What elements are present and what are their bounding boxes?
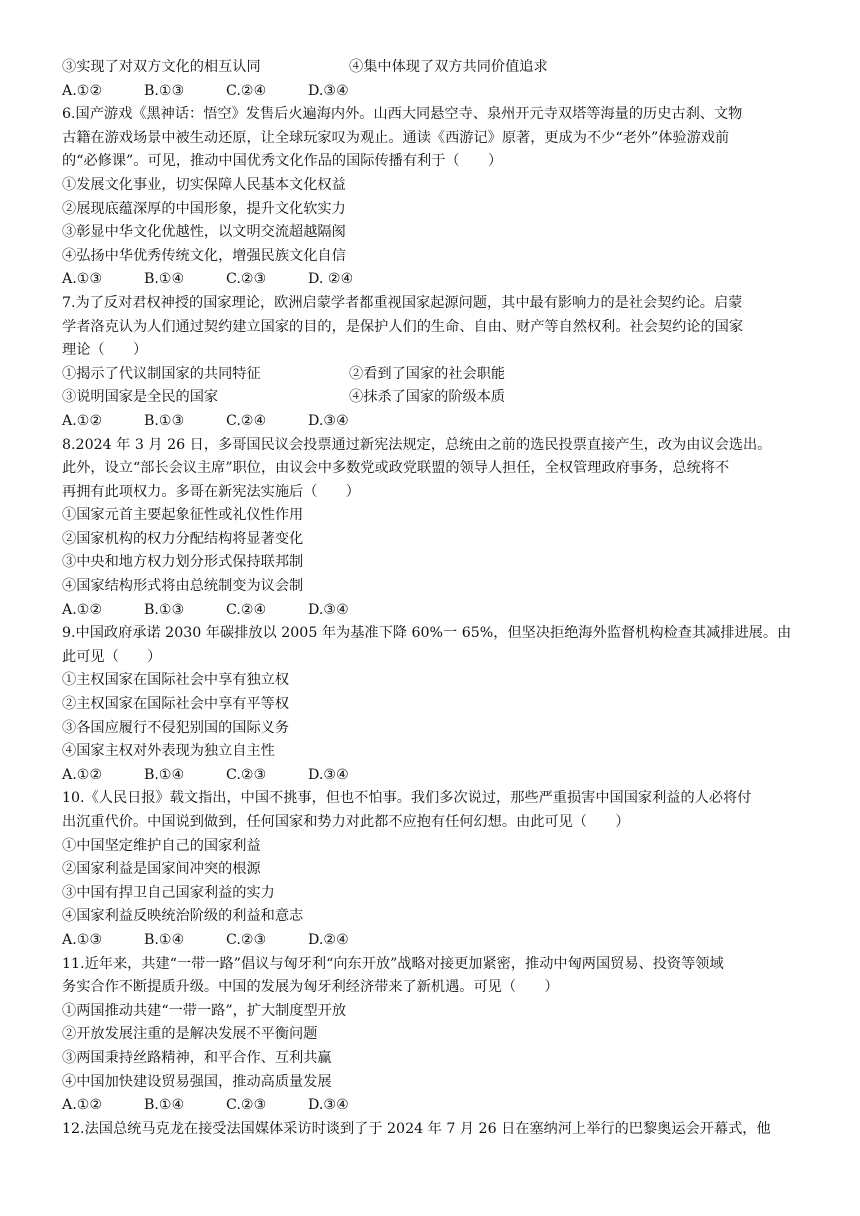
question-item: ①中国坚定维护自己的国家利益: [62, 837, 261, 854]
question-item: ②展现底蕴深厚的中国形象，提升文化软实力: [62, 200, 346, 217]
question-item: ②主权国家在国际社会中享有平等权: [62, 696, 290, 713]
question-answers: [62, 929, 798, 953]
question-item: ④国家主权对外表现为独立自主性: [62, 743, 275, 760]
question-answers: [62, 764, 798, 788]
question-stem-line: 务实合作不断提质升级。中国的发展为匈牙利经济带来了新机遇。可见（ ）: [62, 979, 559, 996]
answer-d: D. ②④: [308, 271, 354, 288]
answer-c: C.②④: [226, 412, 267, 429]
question-stem-line: 7.为了反对君权神授的国家理论，欧洲启蒙学者都重视国家起源问题，其中最有影响力的是社会契约论。启蒙: [62, 294, 743, 311]
question-item: ①主权国家在国际社会中享有独立权: [62, 672, 290, 689]
question-12: [62, 1118, 798, 1142]
question-stem-line: 11.近年来，共建“一带一路”倡议与匈牙利“向东开放”战略对接更加紧密，推动中匈两国贸易、投资等领域: [62, 955, 724, 972]
answer-b: B.①④: [144, 766, 185, 783]
answer-d: D.③④: [308, 766, 349, 783]
question-item: ①揭示了代议制国家的共同特征: [62, 365, 261, 382]
question-answers: [62, 268, 798, 292]
question-5-options-row: [62, 56, 798, 80]
question-item: ②开放发展注重的是解决发展不平衡问题: [62, 1026, 318, 1043]
answer-d: D.③④: [308, 82, 349, 99]
answer-c: C.②④: [226, 601, 267, 618]
question-stem-line: 理论（ ）: [62, 342, 148, 359]
answer-b: B.①④: [144, 1097, 185, 1114]
question-stem-line: 此外，设立“部长会议主席”职位，由议会中多数党或政党联盟的领导人担任，全权管理政府事务，总统将不: [62, 460, 730, 477]
question-stem-line: 此可见（ ）: [62, 648, 162, 665]
answer-a: A.①②: [62, 1097, 103, 1114]
question-stem-line: 再拥有此项权力。多哥在新宪法实施后（ ）: [62, 483, 360, 500]
answer-b: B.①③: [144, 412, 185, 429]
answer-c: C.②③: [226, 931, 267, 948]
answer-a: A.①②: [62, 82, 103, 99]
question-item-row: [62, 386, 798, 410]
question-item: ③各国应履行不侵犯别国的国际义务: [62, 719, 290, 736]
question-8: [62, 434, 798, 623]
question-answers: [62, 1094, 798, 1118]
question-item: ①两国推动共建“一带一路”，扩大制度型开放: [62, 1002, 347, 1019]
question-item: ③说明国家是全民的国家: [62, 389, 219, 406]
question-11: [62, 953, 798, 1118]
answer-c: C.②③: [226, 1097, 267, 1114]
question-item: ②国家利益是国家间冲突的根源: [62, 861, 261, 878]
question-9: [62, 622, 798, 787]
question-stem-line: 学者洛克认为人们通过契约建立国家的目的，是保护人们的生命、自由、财产等自然权利。社会契约论的国家: [62, 318, 744, 335]
question-6: [62, 103, 798, 292]
question-item: ③彰显中华文化优越性，以文明交流超越隔阂: [62, 224, 346, 241]
question-item: ③两国秉持丝路精神，和平合作、互利共赢: [62, 1049, 332, 1066]
answer-d: D.③④: [308, 412, 349, 429]
question-item: ③中央和地方权力划分形式保持联邦制: [62, 554, 304, 571]
question-answers: [62, 410, 798, 434]
question-stem-line: 古籍在游戏场景中被生动还原，让全球玩家叹为观止。通读《西游记》原著，更成为不少“老外”体验游戏前: [62, 129, 730, 146]
question-5-item-3: ③实现了对双方文化的相互认同: [62, 59, 261, 75]
answer-a: A.①②: [62, 601, 103, 618]
answer-a: A.①②: [62, 766, 103, 783]
question-stem-line: 的“必修课”。可见，推动中国优秀文化作品的国际传播有利于（ ）: [62, 153, 503, 170]
question-item: ④中国加快建设贸易强国，推动高质量发展: [62, 1073, 332, 1090]
answer-a: A.①③: [62, 931, 103, 948]
question-item: ②国家机构的权力分配结构将显著变化: [62, 530, 304, 547]
question-stem-line: 10.《人民日报》载文指出，中国不挑事，但也不怕事。我们多次说过，那些严重损害中国国家利益的人必将付: [62, 790, 752, 807]
answer-a: A.①③: [62, 271, 103, 288]
answer-d: D.②④: [308, 931, 349, 948]
question-item: ②看到了国家的社会职能: [349, 365, 506, 382]
question-7: [62, 292, 798, 434]
question-stem-line: 出沉重代价。中国说到做到，任何国家和势力对此都不应抱有任何幻想。由此可见（ ）: [62, 814, 630, 830]
question-item: ①国家元首主要起象征性或礼仪性作用: [62, 507, 304, 524]
question-stem-line: 6.国产游戏《黑神话：悟空》发售后火遍海内外。山西大同悬空寺、泉州开元寺双塔等海量的历史古刹、文物: [62, 106, 743, 123]
question-5-item-4: ④集中体现了双方共同价值追求: [349, 59, 548, 75]
answer-b: B.①④: [144, 931, 185, 948]
answer-c: C.②③: [226, 766, 267, 783]
answer-d: D.③④: [308, 1097, 349, 1114]
answer-d: D.③④: [308, 601, 349, 618]
question-stem-line: 8.2024 年 3 月 26 日，多哥国民议会投票通过新宪法规定，总统由之前的选民投票直接产生，改为由议会选出。: [62, 436, 772, 453]
question-item: ④抹杀了国家的阶级本质: [349, 389, 506, 406]
question-item: ①发展文化事业，切实保障人民基本文化权益: [62, 176, 346, 193]
question-answers: [62, 599, 798, 623]
question-item: ④弘扬中华优秀传统文化，增强民族文化自信: [62, 247, 346, 264]
answer-c: C.②③: [226, 271, 267, 288]
question-stem-line: 9.中国政府承诺 2030 年碳排放以 2005 年为基准下降 60%一 65%，但坚决拒绝海外监督机构检查其减排进展。由: [62, 625, 792, 642]
question-item: ④国家结构形式将由总统制变为议会制: [62, 578, 304, 595]
answer-b: B.①④: [144, 271, 185, 288]
question-10: [62, 787, 798, 952]
question-item: ③中国有捍卫自己国家利益的实力: [62, 884, 275, 901]
question-5-answers: [62, 80, 798, 104]
answer-c: C.②④: [226, 82, 267, 99]
answer-b: B.①③: [144, 601, 185, 618]
answer-b: B.①③: [144, 82, 185, 99]
question-stem-line: 12.法国总统马克龙在接受法国媒体采访时谈到了于 2024 年 7 月 26 日在塞纳河上举行的巴黎奥运会开幕式，他: [62, 1120, 771, 1137]
question-item-row: [62, 363, 798, 387]
question-item: ④国家利益反映统治阶级的利益和意志: [62, 908, 304, 925]
answer-a: A.①②: [62, 412, 103, 429]
